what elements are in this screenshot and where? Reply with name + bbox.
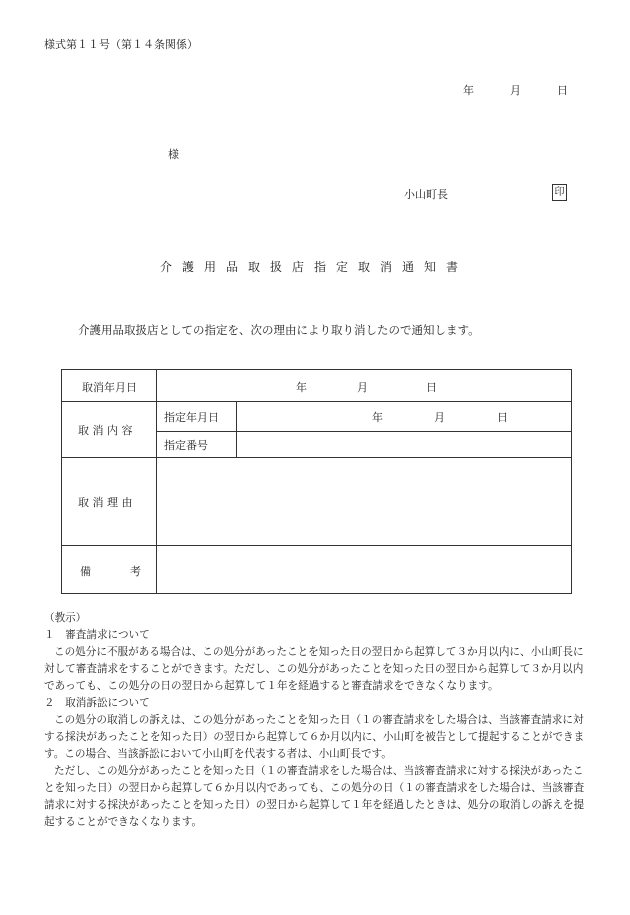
instructions-section [44,610,592,831]
cancellation-table [61,369,572,594]
designation-number-label: 指定番号 [164,439,208,452]
issue-date-year: 年 [463,84,474,97]
table-divider [156,370,157,593]
section1-line: であっても、この処分の日の翌日から起算して１年を経過すると審査請求をできなくなります。 [44,680,499,692]
section1-title: １ 審査請求について [44,629,150,641]
table-divider [236,401,237,457]
table-divider [62,545,571,546]
section2-line: す。この場合、当該訴訟において小山町を代表する者は、小山町長です。 [44,748,392,760]
cancel-date-label: 取消年月日 [82,381,137,394]
issue-date-month: 月 [510,84,521,97]
document-title: 介護用品取扱店指定取消通知書 [160,260,469,274]
designation-date-label: 指定年月日 [164,411,219,424]
section1-line: 対して審査請求をすることができます。ただし、この処分があったことを知った日の翌日から起算して３か月以内 [44,663,584,675]
section2-line: とを知った日）の翌日から起算して６か月以内であっても、この処分の日（１の審査請求をした場合は、当該審査 [44,782,585,794]
designation-date-day: 日 [497,411,508,424]
table-divider [62,457,571,458]
issue-date-day: 日 [557,84,568,97]
cancel-reason-label: 取 消 理 由 [78,496,133,509]
designation-date-month: 月 [434,411,445,424]
instructions-heading: （教示） [44,612,87,624]
remarks-label-first: 備 [80,565,91,578]
cancel-content-label: 取 消 内 容 [78,424,133,437]
issuer-name: 小山町長 [404,188,448,201]
table-divider [157,431,571,432]
designation-date-year: 年 [372,411,383,424]
cancel-date-month: 月 [357,381,368,394]
cancel-date-day: 日 [426,381,437,394]
form-number: 様式第１１号（第１４条関係） [44,38,198,51]
section2-line: する採決があったことを知った日）の翌日から起算して６か月以内に、小山町を被告として提起することができま [44,731,585,743]
body-text: 介護用品取扱店としての指定を、次の理由により取り消したので通知します。 [78,323,480,337]
addressee-suffix: 様 [168,148,179,161]
table-divider [62,401,571,402]
remarks-label-second: 考 [130,565,141,578]
section2-line: ただし、この処分があったことを知った日（１の審査請求をした場合は、当該審査請求に対する採決があったこ [54,765,584,777]
section2-line: この処分の取消しの訴えは、この処分があったことを知った日（１の審査請求をした場合は、当該審査請求に対 [54,714,584,726]
section2-title: ２ 取消訴訟について [44,697,150,709]
section2-line: 請求に対する採決があったことを知った日）の翌日から起算して１年を経過したときは、処分の取消しの訴えを提 [44,799,585,811]
section2-line: 起することができなくなります。 [44,816,203,828]
cancel-date-year: 年 [296,381,307,394]
section1-line: この処分に不服がある場合は、この処分があったことを知った日の翌日から起算して３か月以内に、小山町長に [54,646,584,658]
seal-mark: 印 [552,184,567,201]
